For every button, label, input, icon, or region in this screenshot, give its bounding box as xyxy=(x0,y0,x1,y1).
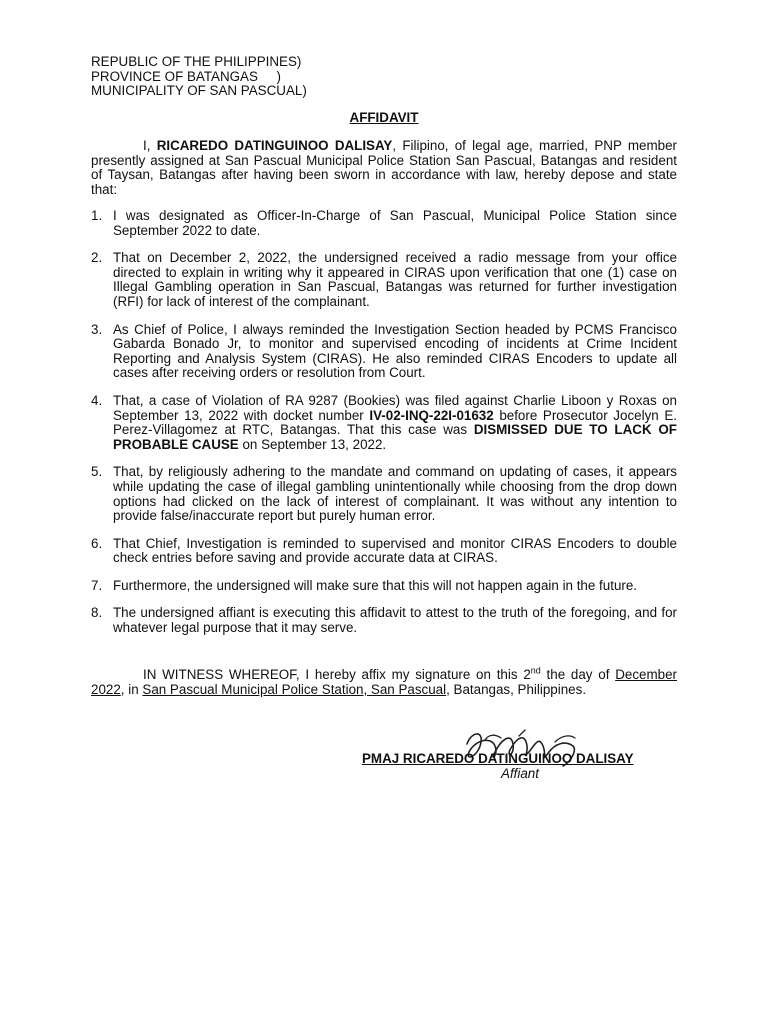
list-item xyxy=(91,465,677,523)
item-number: 2. xyxy=(91,250,103,266)
document-title: AFFIDAVIT xyxy=(349,110,419,125)
list-item xyxy=(91,579,677,594)
witness-text: IN WITNESS WHEREOF, I hereby affix my signature on this xyxy=(143,667,524,682)
item-number: 1. xyxy=(91,208,103,223)
witness-day-suffix: nd xyxy=(530,665,541,676)
case-status: DISMISSED DUE TO LACK OF PROBABLE CAUSE xyxy=(113,422,677,452)
venue-header xyxy=(91,55,307,99)
item-text-part: That, a case of Violation of RA 9287 (Bookies) was filed against Charlie Liboon y Roxas on September 13, 2022 with docket number xyxy=(113,392,677,423)
item-text: Furthermore, the undersigned will make sure that this will not happen again in the future. xyxy=(113,577,638,593)
witness-paragraph xyxy=(91,665,677,697)
item-text: That on December 2, 2022, the undersigned received a radio message from your office directed to explain in writing why it appeared in CIRAS upon verification that one (1) case on Illegal Gambling operation in San Pascual, Batangas was returned for further investigation (RFI) for lack of interest of the complainant. xyxy=(113,250,677,309)
item-number: 3. xyxy=(91,321,103,337)
list-item xyxy=(91,323,677,381)
item-text: That Chief, Investigation is reminded to supervised and monitor CIRAS Encoders to double check entries before saving and provide accurate data at CIRAS. xyxy=(113,535,677,566)
item-text-part: before Prosecutor Jocelyn E. Perez-Villagomez at RTC, Batangas. That this case was xyxy=(113,407,677,438)
item-text: That, by religiously adhering to the mandate and command on updating of cases, it appears while updating the case of illegal gambling unintentionally while choosing from the drop down options had clicked on the lack of interest of complainant. It was without any intention to provide false/inaccurate report but purely human error. xyxy=(113,464,677,524)
witness-text: the day of xyxy=(540,667,610,682)
docket-number: IV-02-INQ-22I-01632 xyxy=(369,407,494,423)
witness-date: December 2022 xyxy=(91,667,677,697)
list-item xyxy=(91,394,677,452)
item-number: 8. xyxy=(91,605,103,621)
item-text: As Chief of Police, I always reminded the Investigation Section headed by PCMS Francisco Gabarda Bonado Jr, to monitor and supervised encoding of incidents at Crime Incident Reporting and Analysis System (CIRAS). He also reminded CIRAS Encoders to update all cases after receiving orders or resolution from Court. xyxy=(113,321,677,381)
item-number: 7. xyxy=(91,577,103,593)
item-number: 6. xyxy=(91,535,103,551)
affiant-name: RICAREDO DATINGUINOO DALISAY xyxy=(156,138,393,153)
list-item xyxy=(91,606,677,635)
header-line-3: MUNICIPALITY OF SAN PASCUAL) xyxy=(91,83,307,99)
signatory-name: PMAJ RICAREDO DATINGUINOO DALISAY xyxy=(362,751,634,766)
witness-text: , in xyxy=(120,681,143,697)
item-text xyxy=(113,394,677,452)
list-item xyxy=(91,537,677,566)
item-text-part: on September 13, 2022. xyxy=(238,436,387,452)
list-item xyxy=(91,251,677,309)
signatory-role: Affiant xyxy=(501,766,539,781)
item-text: I was designated as Officer-In-Charge of San Pascual, Municipal Police Station since September 2022 to date. xyxy=(113,208,677,238)
witness-place: San Pascual Municipal Police Station, San Pascual xyxy=(142,681,447,697)
witness-day: 2 xyxy=(523,667,531,682)
intro-rest: , Filipino, of legal age, married, PNP member presently assigned at San Pascual Municipal Police Station San Pascual, Batangas and resident of Taysan, Batangas after having been sworn in accordance with law, hereby depose and state that: xyxy=(91,138,677,197)
intro-prefix: I, xyxy=(143,138,157,153)
header-line-2: PROVINCE OF BATANGAS ) xyxy=(91,68,281,84)
intro-paragraph xyxy=(91,139,677,197)
header-line-1: REPUBLIC OF THE PHILIPPINES) xyxy=(91,54,302,69)
item-number: 4. xyxy=(91,392,103,408)
statement-list xyxy=(91,209,677,649)
witness-text: , Batangas, Philippines. xyxy=(446,681,587,697)
item-text: The undersigned affiant is executing this affidavit to attest to the truth of the foregoing, and for whatever legal purpose that it may serve. xyxy=(113,605,677,636)
item-number: 5. xyxy=(91,464,103,480)
list-item xyxy=(91,209,677,238)
